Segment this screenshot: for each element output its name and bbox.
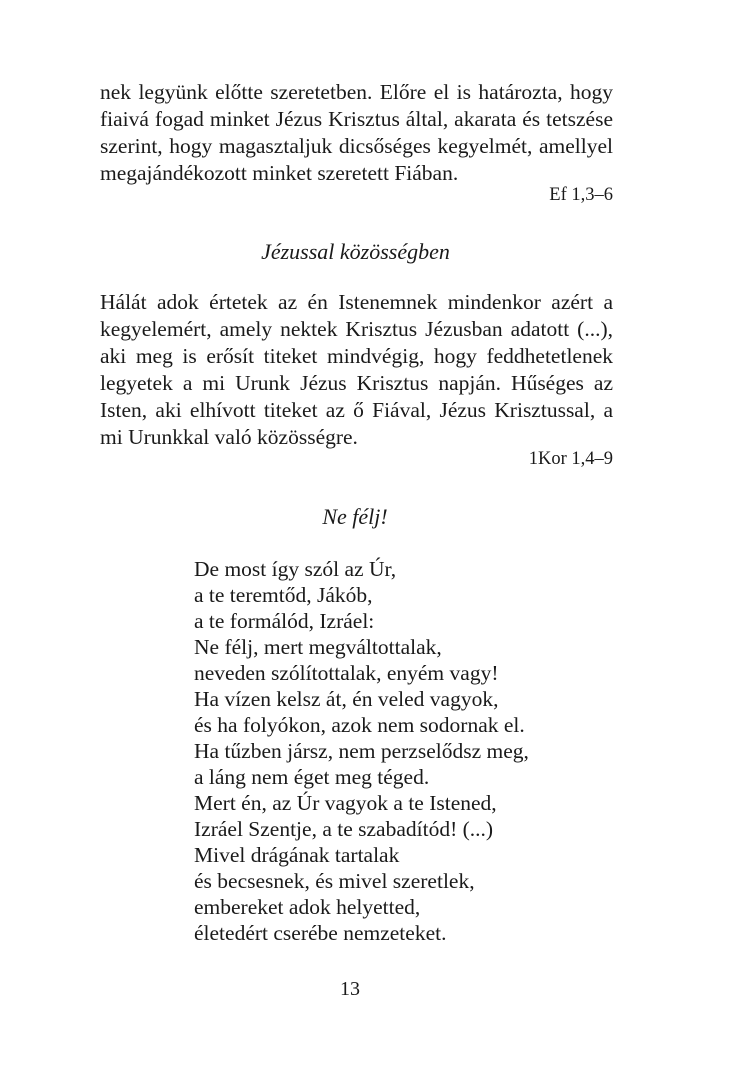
verse-line: neveden szólítottalak, enyém vagy! (194, 661, 499, 685)
verse-line: embereket adok helyetted, (194, 895, 421, 919)
passage-kor-line-5: Isten, aki elhívott titeket az ő Fiával, Jézus Krisztussal, a (100, 398, 613, 422)
passage-kor-line-4: legyetek a mi Urunk Jézus Krisztus napján. Hűséges az (100, 371, 613, 395)
verse-line: a láng nem éget meg téged. (194, 765, 430, 789)
verse-line: a te formálód, Izráel: (194, 609, 375, 633)
verse-line: Mivel drágának tartalak (194, 843, 400, 867)
verse-line: életedért cserébe nemzeteket. (194, 921, 447, 945)
passage-ef-reference: Ef 1,3–6 (549, 185, 613, 205)
passage-kor-line-3: aki meg is erősít titeket mindvégig, hogy feddhetetlenek (100, 344, 613, 368)
verse-line: a te teremtőd, Jákób, (194, 583, 373, 607)
passage-kor-line-1: Hálát adok értetek az én Istenemnek mindenkor azért a (100, 290, 613, 314)
passage-kor-line-6: mi Urunkkal való közösségre. (100, 425, 358, 449)
verse-line: és ha folyókon, azok nem sodornak el. (194, 713, 525, 737)
passage-kor-line-2: kegyelemért, amely nektek Krisztus Jézusban adatott (...), (100, 317, 613, 341)
verse-line: Ne félj, mert megváltottalak, (194, 635, 442, 659)
verse-line: Ha vízen kelsz át, én veled vagyok, (194, 687, 499, 711)
verse-line: De most így szól az Úr, (194, 557, 397, 581)
verse-line: Izráel Szentje, a te szabadítód! (...) (194, 817, 494, 841)
passage-ef-line-1: nek legyünk előtte szeretetben. Előre el is határozta, hogy (100, 80, 613, 104)
passage-ef-line-4: megajándékozott minket szeretett Fiában. (100, 161, 459, 185)
page-number: 13 (340, 978, 360, 1000)
section-title-jezussal: Jézussal közösségben (261, 239, 450, 264)
verse-line: Mert én, az Úr vagyok a te Istened, (194, 791, 497, 815)
section-title-ne-felj: Ne félj! (322, 504, 388, 529)
passage-ef-line-3: szerint, hogy magasztaljuk dicsőséges kegyelmét, amellyel (100, 134, 613, 158)
verse-line: Ha tűzben jársz, nem perzselődsz meg, (194, 739, 529, 763)
passage-ef-line-2: fiaivá fogad minket Jézus Krisztus által, akarata és tetszése (100, 107, 613, 131)
passage-kor-reference: 1Kor 1,4–9 (528, 449, 613, 469)
verse-line: és becsesnek, és mivel szeretlek, (194, 869, 475, 893)
